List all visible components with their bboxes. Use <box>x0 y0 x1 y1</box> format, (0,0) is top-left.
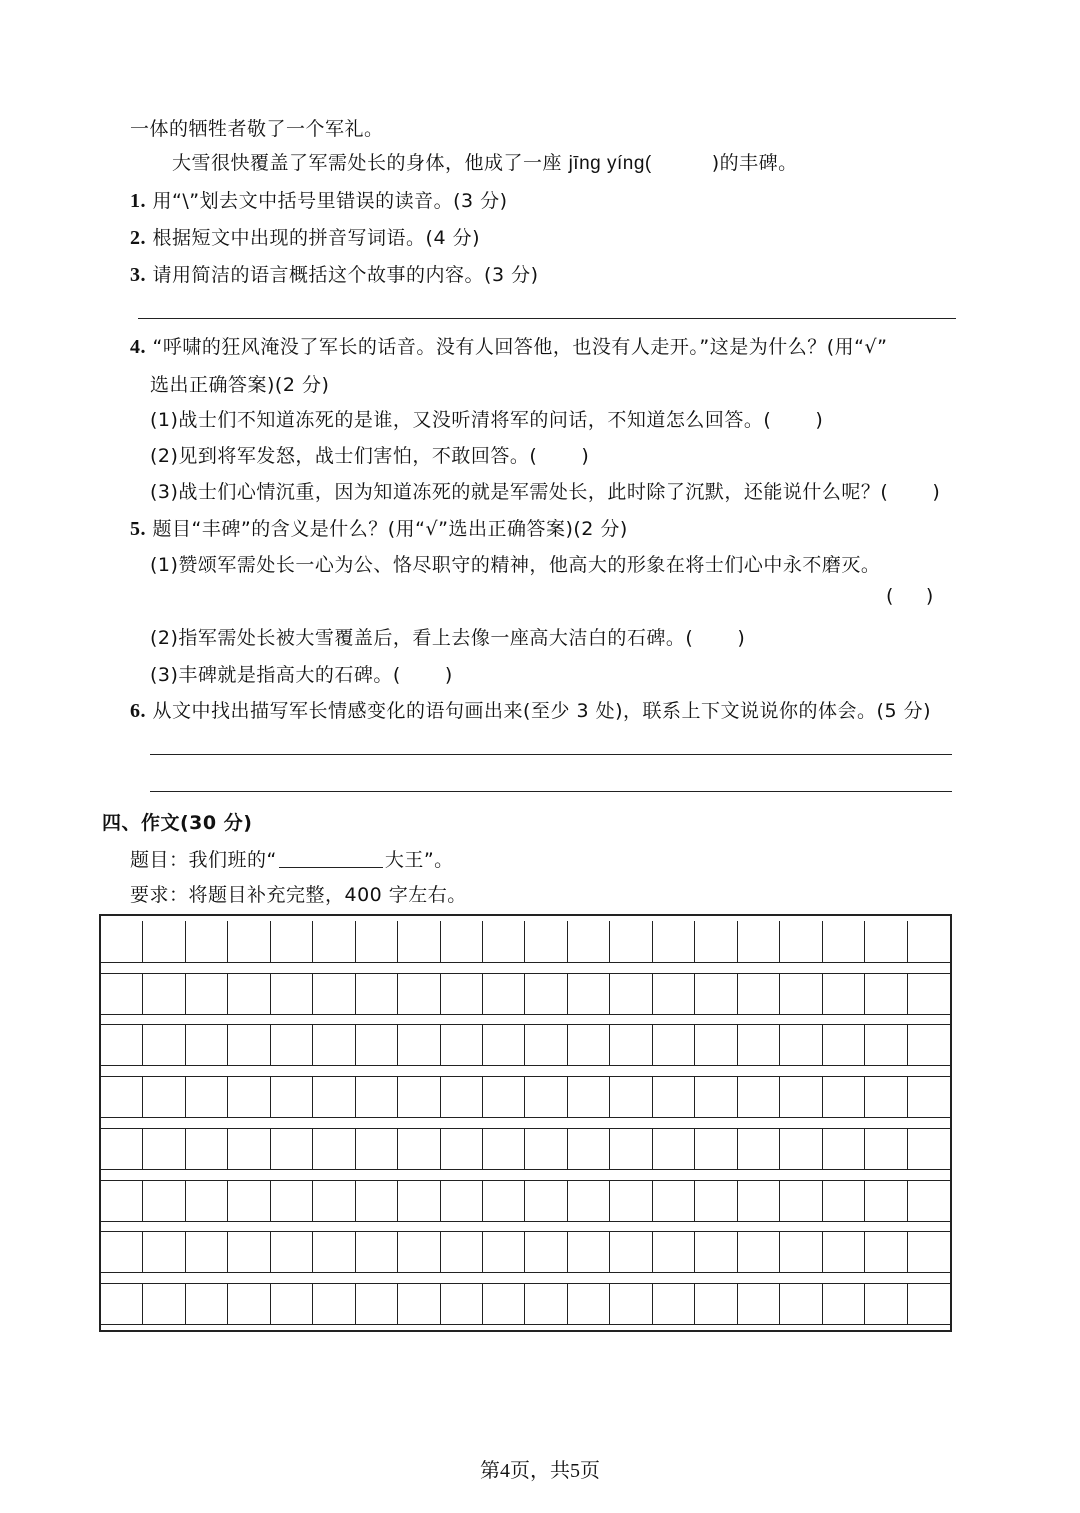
grid-cell[interactable] <box>441 1284 483 1324</box>
q5-option-1[interactable]: (1)赞颂军需处长一心为公、恪尽职守的精神，他高大的形象在将士们心中永不磨灭。 <box>150 554 881 576</box>
grid-cell[interactable] <box>186 1129 228 1169</box>
question-text: 题目“丰碑”的含义是什么？(用“√”选出正确答案)(2 分) <box>152 518 628 540</box>
question-number: 3. <box>130 264 146 286</box>
grid-cell[interactable] <box>695 1284 737 1324</box>
grid-cell[interactable] <box>228 921 270 962</box>
grid-cell[interactable] <box>143 1077 185 1117</box>
grid-row[interactable] <box>101 973 950 1015</box>
grid-cell[interactable] <box>526 1232 568 1272</box>
grid-cell[interactable] <box>738 1284 780 1324</box>
grid-cell[interactable] <box>271 1284 313 1324</box>
grid-cell[interactable] <box>526 974 568 1014</box>
passage-line-2-end: )的丰碑。 <box>711 152 798 174</box>
grid-cell[interactable] <box>313 1284 355 1324</box>
grid-cell[interactable] <box>313 1025 355 1065</box>
q4-option-2[interactable] <box>150 441 589 468</box>
composition-requirement: 要求：将题目补充完整，400 字左右。 <box>130 884 467 906</box>
title-suffix: 大王”。 <box>384 849 454 871</box>
title-blank[interactable] <box>279 849 383 868</box>
grid-cell[interactable] <box>271 921 313 962</box>
grid-cell[interactable] <box>398 1077 440 1117</box>
grid-cell[interactable] <box>356 1284 398 1324</box>
grid-cell[interactable] <box>186 974 228 1014</box>
grid-cell[interactable] <box>610 1181 652 1221</box>
grid-cell[interactable] <box>356 921 398 962</box>
grid-cell[interactable] <box>780 921 822 962</box>
grid-cell[interactable] <box>823 1232 865 1272</box>
grid-cell[interactable] <box>738 1181 780 1221</box>
grid-cell[interactable] <box>101 974 143 1014</box>
grid-cell[interactable] <box>780 1025 822 1065</box>
grid-cell[interactable] <box>610 1129 652 1169</box>
grid-cell[interactable] <box>695 921 737 962</box>
grid-cell[interactable] <box>186 1181 228 1221</box>
grid-cell[interactable] <box>610 974 652 1014</box>
question-number: 2. <box>130 227 146 249</box>
grid-cell[interactable] <box>228 1025 270 1065</box>
grid-cell[interactable] <box>228 1284 270 1324</box>
grid-cell[interactable] <box>271 1129 313 1169</box>
grid-cell[interactable] <box>865 1181 907 1221</box>
grid-cell[interactable] <box>483 1232 525 1272</box>
grid-cell[interactable] <box>441 1077 483 1117</box>
grid-cell[interactable] <box>143 1129 185 1169</box>
grid-cell[interactable] <box>695 1129 737 1169</box>
grid-cell[interactable] <box>186 1025 228 1065</box>
grid-cell[interactable] <box>738 921 780 962</box>
grid-cell[interactable] <box>738 1077 780 1117</box>
grid-cell[interactable] <box>398 974 440 1014</box>
grid-cell[interactable] <box>228 1181 270 1221</box>
grid-cell[interactable] <box>356 1129 398 1169</box>
q5-option-1-answer[interactable] <box>886 585 934 607</box>
close-paren: ) <box>815 409 824 431</box>
grid-cell[interactable] <box>653 1284 695 1324</box>
grid-cell[interactable] <box>568 1025 610 1065</box>
question-text: “呼啸的狂风淹没了军长的话音。没有人回答他，也没有人走开。”这是为什么？(用“√” <box>152 336 888 358</box>
question-3 <box>130 260 539 287</box>
grid-cell[interactable] <box>228 974 270 1014</box>
title-prefix: 题目：我们班的“ <box>130 849 277 871</box>
grid-cell[interactable] <box>101 1129 143 1169</box>
grid-cell[interactable] <box>780 1077 822 1117</box>
grid-cell[interactable] <box>356 1232 398 1272</box>
grid-cell[interactable] <box>356 1025 398 1065</box>
grid-cell[interactable] <box>526 921 568 962</box>
grid-cell[interactable] <box>695 1025 737 1065</box>
grid-cell[interactable] <box>653 974 695 1014</box>
grid-cell[interactable] <box>526 1181 568 1221</box>
grid-cell[interactable] <box>441 1181 483 1221</box>
grid-row[interactable] <box>101 1231 950 1273</box>
grid-cell[interactable] <box>483 921 525 962</box>
question-1 <box>130 186 508 213</box>
grid-cell[interactable] <box>526 1284 568 1324</box>
grid-cell[interactable] <box>823 1129 865 1169</box>
grid-cell[interactable] <box>823 1025 865 1065</box>
grid-cell[interactable] <box>101 921 143 962</box>
grid-cell[interactable] <box>568 1232 610 1272</box>
answer-line-q6-2[interactable] <box>150 791 952 792</box>
grid-cell[interactable] <box>865 1232 907 1272</box>
grid-cell[interactable] <box>228 1232 270 1272</box>
grid-cell[interactable] <box>143 1284 185 1324</box>
answer-line-q3[interactable] <box>138 318 956 319</box>
grid-cell[interactable] <box>568 921 610 962</box>
grid-cell[interactable] <box>610 1025 652 1065</box>
close-paren: ) <box>737 627 746 649</box>
grid-cell[interactable] <box>865 921 907 962</box>
question-text: 请用简洁的语言概括这个故事的内容。(3 分) <box>152 264 539 286</box>
close-paren: ) <box>444 664 453 686</box>
grid-row[interactable] <box>101 1076 950 1118</box>
passage-line-2-text: 大雪很快覆盖了军需处长的身体，他成了一座 <box>172 152 563 174</box>
grid-cell[interactable] <box>780 974 822 1014</box>
option-text: (3)战士们心情沉重，因为知道冻死的就是军需处长，此时除了沉默，还能说什么呢？( <box>150 481 889 503</box>
grid-cell[interactable] <box>398 1284 440 1324</box>
grid-cell[interactable] <box>271 974 313 1014</box>
q5-option-2[interactable] <box>150 623 745 650</box>
question-number: 4. <box>130 336 146 358</box>
grid-cell[interactable] <box>823 974 865 1014</box>
grid-cell[interactable] <box>865 974 907 1014</box>
grid-cell[interactable] <box>653 1181 695 1221</box>
grid-cell[interactable] <box>186 1077 228 1117</box>
grid-cell[interactable] <box>568 974 610 1014</box>
grid-cell[interactable] <box>568 1077 610 1117</box>
grid-cell[interactable] <box>101 1181 143 1221</box>
question-text: 用“\”划去文中括号里错误的读音。(3 分) <box>152 190 508 212</box>
grid-cell[interactable] <box>356 974 398 1014</box>
q4-option-1[interactable] <box>150 405 823 432</box>
grid-cell[interactable] <box>695 1232 737 1272</box>
grid-cell[interactable] <box>398 1025 440 1065</box>
grid-cell[interactable] <box>610 1232 652 1272</box>
grid-cell[interactable] <box>271 1181 313 1221</box>
grid-cell[interactable] <box>610 1077 652 1117</box>
grid-cell[interactable] <box>271 1232 313 1272</box>
grid-cell[interactable] <box>101 1025 143 1065</box>
grid-cell[interactable] <box>143 1025 185 1065</box>
grid-cell[interactable] <box>483 1129 525 1169</box>
grid-cell[interactable] <box>738 1025 780 1065</box>
passage-line-1: 一体的牺牲者敬了一个军礼。 <box>130 118 384 140</box>
question-number: 5. <box>130 518 146 540</box>
grid-cell[interactable] <box>441 1025 483 1065</box>
grid-cell[interactable] <box>398 1232 440 1272</box>
grid-cell[interactable] <box>186 921 228 962</box>
page-footer: 第4页，共5页 <box>480 1460 600 1482</box>
grid-cell[interactable] <box>143 1181 185 1221</box>
grid-cell[interactable] <box>780 1284 822 1324</box>
option-text: (3)丰碑就是指高大的石碑。( <box>150 664 401 686</box>
grid-cell[interactable] <box>865 1077 907 1117</box>
grid-cell[interactable] <box>738 1232 780 1272</box>
q5-option-3[interactable] <box>150 660 453 687</box>
grid-cell[interactable] <box>271 1077 313 1117</box>
question-6 <box>130 696 931 723</box>
option-text: (1)战士们不知道冻死的是谁，又没听清将军的问话，不知道怎么回答。( <box>150 409 772 431</box>
grid-cell[interactable] <box>143 921 185 962</box>
grid-cell[interactable] <box>568 1181 610 1221</box>
question-number: 1. <box>130 190 146 212</box>
grid-cell[interactable] <box>398 1181 440 1221</box>
grid-cell[interactable] <box>483 1181 525 1221</box>
close-paren: ) <box>932 481 941 503</box>
grid-cell[interactable] <box>823 921 865 962</box>
grid-cell[interactable] <box>101 1284 143 1324</box>
grid-cell[interactable] <box>695 1181 737 1221</box>
grid-cell[interactable] <box>441 1232 483 1272</box>
grid-cell[interactable] <box>271 1025 313 1065</box>
grid-cell[interactable] <box>526 1025 568 1065</box>
question-text: 根据短文中出现的拼音写词语。(4 分) <box>152 227 481 249</box>
grid-row[interactable] <box>101 921 950 963</box>
grid-cell[interactable] <box>483 974 525 1014</box>
grid-cell[interactable] <box>356 1077 398 1117</box>
grid-cell[interactable] <box>610 921 652 962</box>
grid-cell[interactable] <box>823 1077 865 1117</box>
grid-cell[interactable] <box>738 974 780 1014</box>
grid-cell[interactable] <box>441 974 483 1014</box>
grid-cell[interactable] <box>441 921 483 962</box>
option-text: (2)指军需处长被大雪覆盖后，看上去像一座高大洁白的石碑。( <box>150 627 694 649</box>
grid-cell[interactable] <box>483 1025 525 1065</box>
grid-row[interactable] <box>101 1180 950 1222</box>
grid-cell[interactable] <box>653 1129 695 1169</box>
grid-cell[interactable] <box>865 1129 907 1169</box>
grid-row[interactable] <box>101 1024 950 1066</box>
grid-cell[interactable] <box>441 1129 483 1169</box>
open-paren: ( <box>886 585 894 607</box>
grid-row[interactable] <box>101 1128 950 1170</box>
grid-cell[interactable] <box>865 1284 907 1324</box>
grid-cell[interactable] <box>780 1181 822 1221</box>
close-paren: ) <box>925 585 934 607</box>
grid-cell[interactable] <box>143 1232 185 1272</box>
grid-cell[interactable] <box>653 1077 695 1117</box>
grid-cell[interactable] <box>568 1129 610 1169</box>
option-text: (2)见到将军发怒，战士们害怕，不敢回答。( <box>150 445 538 467</box>
q4-option-3[interactable] <box>150 477 940 504</box>
question-5 <box>130 514 628 541</box>
grid-cell[interactable] <box>653 921 695 962</box>
grid-cell[interactable] <box>228 1077 270 1117</box>
grid-cell[interactable] <box>398 921 440 962</box>
question-4 <box>130 332 887 359</box>
question-text: 从文中找出描写军长情感变化的语句画出来(至少 3 处)，联系上下文说说你的体会。(5 分) <box>152 700 931 722</box>
grid-cell[interactable] <box>780 1232 822 1272</box>
passage-line-2 <box>172 148 798 175</box>
grid-cell[interactable] <box>228 1129 270 1169</box>
grid-cell[interactable] <box>610 1284 652 1324</box>
grid-cell[interactable] <box>313 1232 355 1272</box>
question-2 <box>130 223 480 250</box>
grid-cell[interactable] <box>653 1025 695 1065</box>
grid-cell[interactable] <box>653 1232 695 1272</box>
grid-cell[interactable] <box>865 1025 907 1065</box>
grid-cell[interactable] <box>143 974 185 1014</box>
writing-grid[interactable] <box>99 914 952 1332</box>
answer-line-q6-1[interactable] <box>150 754 952 755</box>
grid-cell[interactable] <box>526 1129 568 1169</box>
grid-cell[interactable] <box>823 1284 865 1324</box>
question-number: 6. <box>130 700 146 722</box>
composition-title <box>130 845 454 872</box>
grid-cell[interactable] <box>101 1077 143 1117</box>
grid-cell[interactable] <box>398 1129 440 1169</box>
pinyin-prompt: jīng yíng( <box>568 153 652 174</box>
grid-cell[interactable] <box>313 1077 355 1117</box>
question-4-continued: 选出正确答案)(2 分) <box>150 374 330 396</box>
grid-cell[interactable] <box>313 1129 355 1169</box>
grid-cell[interactable] <box>186 1284 228 1324</box>
section-heading-composition: 四、作文(30 分) <box>102 812 253 834</box>
grid-cell[interactable] <box>738 1129 780 1169</box>
grid-cell[interactable] <box>313 1181 355 1221</box>
grid-cell[interactable] <box>356 1181 398 1221</box>
grid-cell[interactable] <box>483 1284 525 1324</box>
grid-cell[interactable] <box>568 1284 610 1324</box>
grid-cell[interactable] <box>695 974 737 1014</box>
grid-cell[interactable] <box>526 1077 568 1117</box>
close-paren: ) <box>581 445 590 467</box>
grid-cell[interactable] <box>780 1129 822 1169</box>
grid-cell[interactable] <box>101 1232 143 1272</box>
grid-cell[interactable] <box>313 921 355 962</box>
grid-row[interactable] <box>101 1283 950 1325</box>
grid-cell[interactable] <box>313 974 355 1014</box>
grid-cell[interactable] <box>483 1077 525 1117</box>
grid-cell[interactable] <box>695 1077 737 1117</box>
grid-cell[interactable] <box>823 1181 865 1221</box>
grid-cell[interactable] <box>186 1232 228 1272</box>
